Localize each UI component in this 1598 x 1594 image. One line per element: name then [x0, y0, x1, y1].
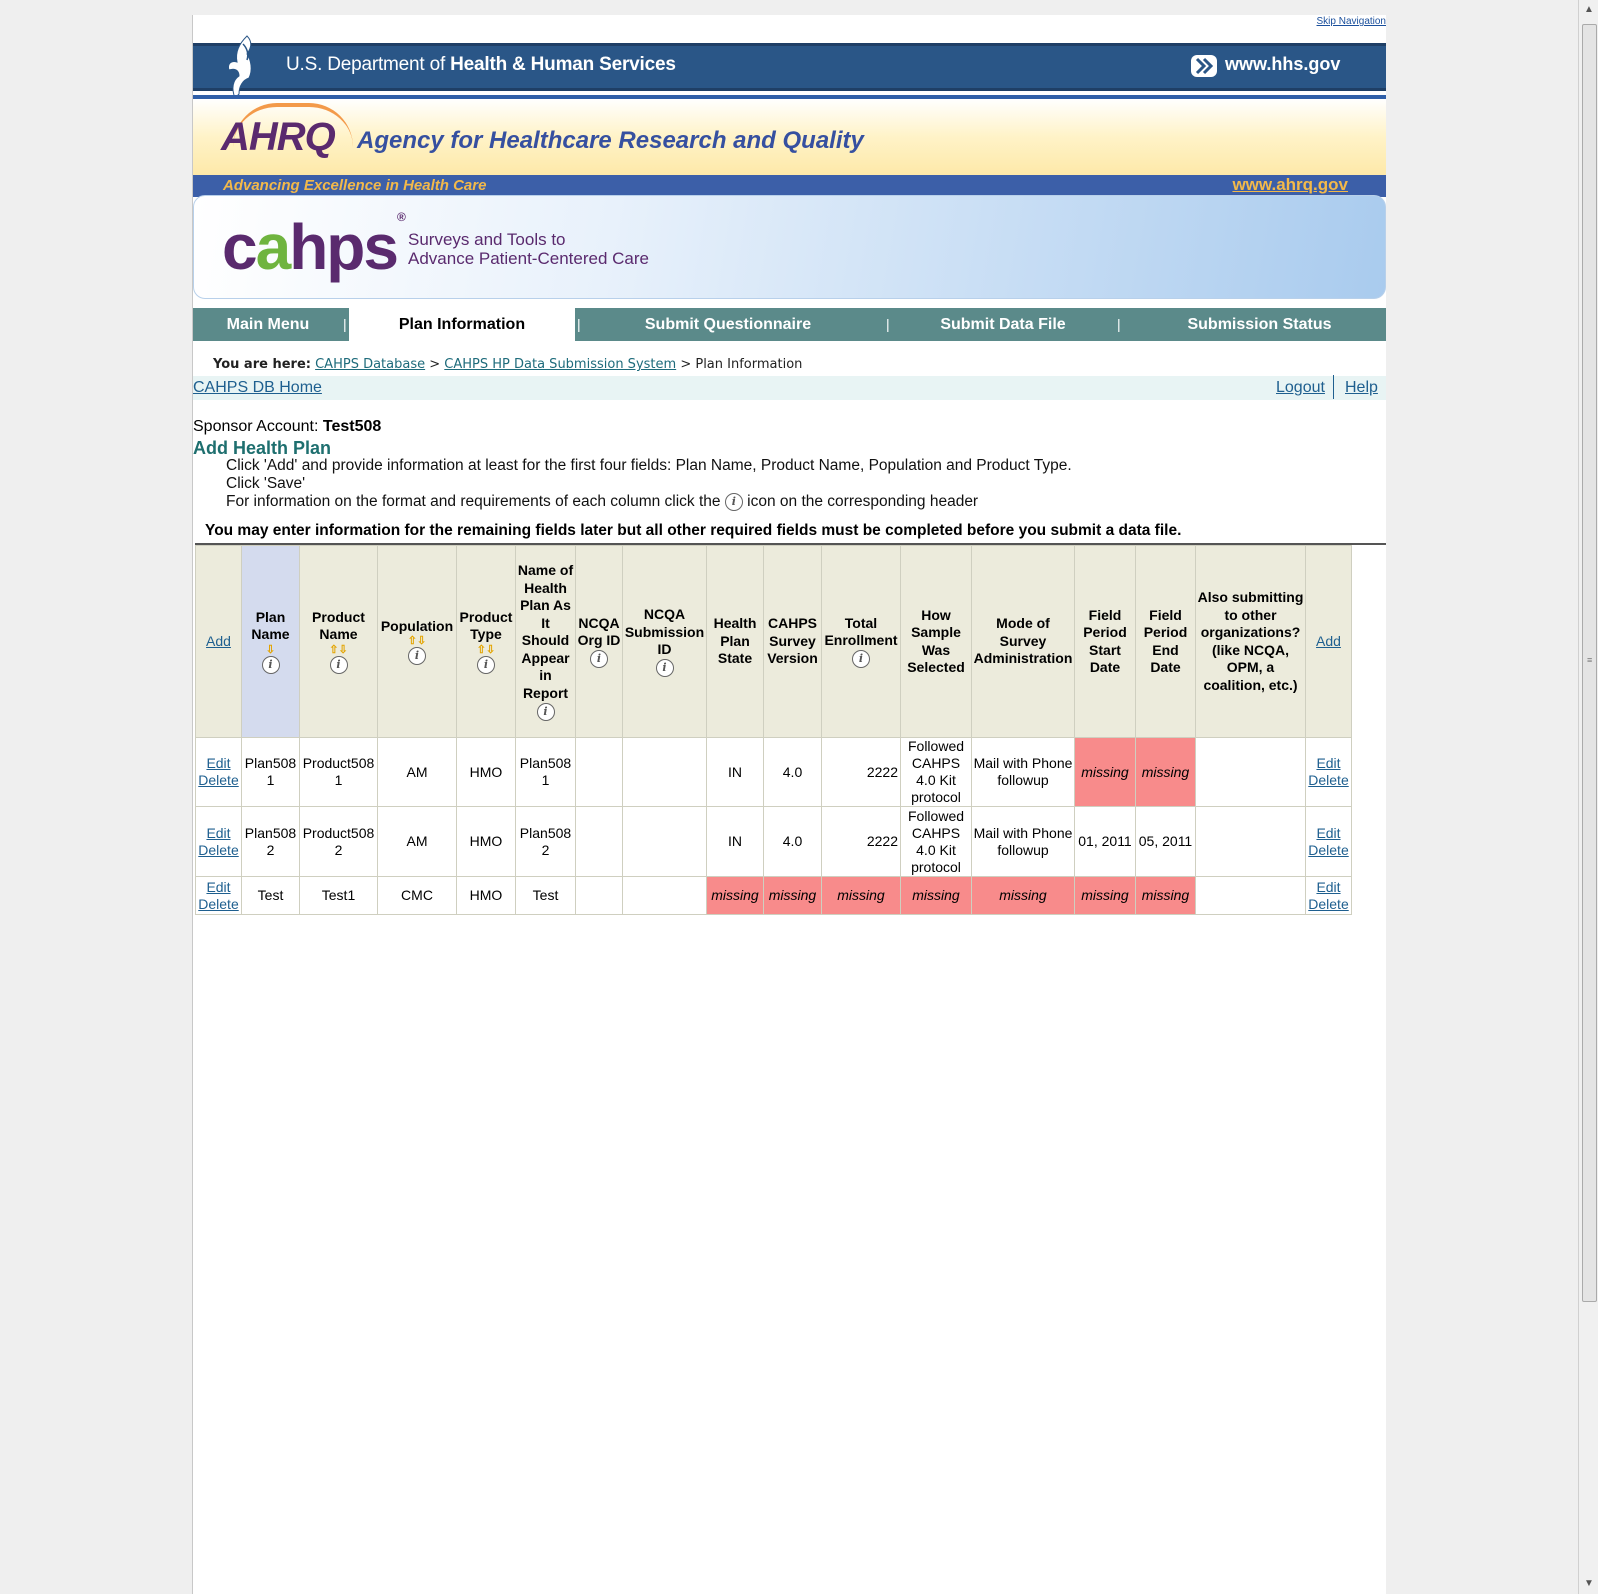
- section-title: Add Health Plan: [193, 438, 332, 458]
- cahps-db-home-link[interactable]: CAHPS DB Home: [193, 379, 322, 396]
- delete-link[interactable]: Delete: [198, 841, 239, 858]
- header-population[interactable]: Population ⇧⇩ i: [378, 546, 457, 738]
- hhs-title: U.S. Department of Health & Human Services: [286, 54, 676, 75]
- table-row: [196, 738, 1352, 807]
- cell-state: missing: [707, 877, 764, 915]
- cahps-banner: [193, 195, 1386, 299]
- cell-start-date: missing: [1075, 738, 1136, 807]
- nav-separator: |: [1117, 316, 1121, 332]
- cell-state: IN: [707, 807, 764, 877]
- vertical-scrollbar[interactable]: [1578, 0, 1598, 1594]
- sort-both-icon[interactable]: ⇧⇩: [329, 643, 348, 656]
- sort-both-icon[interactable]: ⇧⇩: [476, 643, 496, 656]
- delete-link[interactable]: Delete: [198, 895, 239, 912]
- cell-version: 4.0: [764, 807, 822, 877]
- sort-desc-icon[interactable]: ⇩: [265, 643, 276, 656]
- header-add: [196, 546, 242, 738]
- delete-link[interactable]: Delete: [1308, 841, 1349, 858]
- hhs-url-link[interactable]: www.hhs.gov: [1225, 54, 1341, 74]
- info-icon[interactable]: i: [537, 703, 555, 721]
- scrollbar-thumb[interactable]: [1582, 24, 1597, 1302]
- home-bar: [193, 376, 1386, 400]
- edit-link[interactable]: Edit: [206, 755, 231, 771]
- header-ncqa-org-id: NCQA Org ID i: [576, 546, 623, 738]
- cahps-tagline: Surveys and Tools to Advance Patient-Centered Care: [408, 230, 649, 268]
- scroll-down-arrow-icon[interactable]: ▼: [1584, 1578, 1594, 1589]
- cell-also-submitting: [1196, 807, 1306, 877]
- header-product-name[interactable]: Product Name ⇧⇩ i: [300, 546, 378, 738]
- cell-sample: Followed CAHPS 4.0 Kit protocol: [901, 738, 972, 807]
- header-add-right: [1306, 546, 1352, 738]
- nav-plan-information[interactable]: Plan Information: [349, 308, 575, 341]
- header-how-sample-selected: How Sample Was Selected: [901, 546, 972, 738]
- ahrq-logo: AHRQ: [221, 115, 335, 159]
- cell-product-type: HMO: [457, 877, 516, 915]
- nav-separator: |: [343, 316, 347, 332]
- cell-product-name: Test1: [300, 877, 378, 915]
- edit-link[interactable]: Edit: [206, 824, 231, 841]
- edit-link[interactable]: Edit: [1316, 755, 1341, 771]
- delete-link[interactable]: Delete: [1308, 895, 1349, 912]
- header-cahps-survey-version: CAHPS Survey Version: [764, 546, 822, 738]
- info-icon[interactable]: i: [262, 656, 280, 674]
- info-icon[interactable]: i: [330, 656, 348, 674]
- cahps-logo: cahps®: [222, 210, 404, 283]
- cell-version: 4.0: [764, 738, 822, 807]
- ahrq-tagline: Advancing Excellence in Health Care: [223, 177, 487, 194]
- breadcrumb-cahps-database[interactable]: CAHPS Database: [315, 357, 426, 372]
- cell-mode: Mail with Phone followup: [972, 738, 1075, 807]
- breadcrumb: You are here: CAHPS Database > CAHPS HP Data Submission System > Plan Information: [213, 357, 803, 372]
- cell-plan-name: Plan508 1: [242, 738, 300, 807]
- header-ncqa-submission-id: NCQA Submission ID i: [623, 546, 707, 738]
- cell-report-name: Plan508 2: [516, 807, 576, 877]
- breadcrumb-current: Plan Information: [695, 357, 803, 372]
- table-row: [196, 877, 1352, 915]
- cell-product-type: HMO: [457, 738, 516, 807]
- info-icon[interactable]: i: [590, 650, 608, 668]
- grip-icon: ≡: [1587, 655, 1593, 665]
- double-chevron-right-icon: [1191, 55, 1217, 77]
- cell-sample: missing: [901, 877, 972, 915]
- cell-start-date: 01, 2011: [1075, 807, 1136, 877]
- cell-also-submitting: [1196, 738, 1306, 807]
- ahrq-banner: [193, 95, 1386, 193]
- delete-link[interactable]: Delete: [1308, 772, 1349, 788]
- cell-also-submitting: [1196, 877, 1306, 915]
- header-health-plan-state: Health Plan State: [707, 546, 764, 738]
- nav-submit-questionnaire[interactable]: Submit Questionnaire: [644, 316, 812, 333]
- info-icon[interactable]: i: [408, 647, 426, 665]
- cell-mode: missing: [972, 877, 1075, 915]
- cell-product-name: Product508 2: [300, 807, 378, 877]
- skip-navigation-link[interactable]: Skip Navigation: [1316, 16, 1386, 27]
- header-product-type[interactable]: Product Type ⇧⇩ i: [457, 546, 516, 738]
- cell-end-date: missing: [1136, 877, 1196, 915]
- cell-ncqa-org-id: [576, 807, 623, 877]
- breadcrumb-hp-data-submission[interactable]: CAHPS HP Data Submission System: [444, 357, 677, 372]
- cell-plan-name: Test: [242, 877, 300, 915]
- cell-report-name: Test: [516, 877, 576, 915]
- cell-enrollment: missing: [822, 877, 901, 915]
- nav-main-menu[interactable]: Main Menu: [226, 316, 310, 333]
- info-icon[interactable]: i: [656, 659, 674, 677]
- header-total-enrollment: Total Enrollment i: [822, 546, 901, 738]
- sponsor-account: Sponsor Account: Test508: [193, 418, 382, 435]
- health-plan-table: [195, 545, 1352, 915]
- cell-population: AM: [378, 738, 457, 807]
- cell-ncqa-submission-id: [623, 807, 707, 877]
- cell-ncqa-submission-id: [623, 877, 707, 915]
- cell-product-name: Product508 1: [300, 738, 378, 807]
- warning-text: You may enter information for the remaining fields later but all other required fields must be completed before you submit a data file.: [205, 522, 1182, 539]
- instruction-line-1: Click 'Add' and provide information at least for the first four fields: Plan Name, Product Name, Population and Product Type.: [226, 457, 1072, 474]
- ahrq-agency-name: Agency for Healthcare Research and Quality: [357, 127, 864, 154]
- cell-ncqa-submission-id: [623, 738, 707, 807]
- scroll-up-arrow-icon[interactable]: ▲: [1584, 4, 1594, 15]
- info-icon: i: [725, 493, 743, 511]
- table-header-row: [196, 546, 1352, 738]
- cell-ncqa-org-id: [576, 877, 623, 915]
- header-mode-of-administration: Mode of Survey Administration: [972, 546, 1075, 738]
- nav-separator: |: [886, 316, 890, 332]
- info-icon[interactable]: i: [477, 656, 495, 674]
- logout-link[interactable]: Logout: [1276, 379, 1325, 396]
- edit-link[interactable]: Edit: [206, 878, 231, 895]
- nav-submit-data-file[interactable]: Submit Data File: [940, 316, 1066, 333]
- cell-end-date: 05, 2011: [1136, 807, 1196, 877]
- hhs-banner: [193, 43, 1386, 91]
- header-field-period-start: Field Period Start Date: [1075, 546, 1136, 738]
- divider: [1333, 375, 1334, 399]
- header-field-period-end: Field Period End Date: [1136, 546, 1196, 738]
- instruction-line-3: For information on the format and requirements of each column click the i icon on the corresponding header: [226, 493, 979, 511]
- cell-enrollment: 2222: [822, 807, 901, 877]
- cell-state: IN: [707, 738, 764, 807]
- header-report-name: Name of Health Plan As It Should Appear in Report i: [516, 546, 576, 738]
- add-link[interactable]: Add: [1316, 632, 1341, 649]
- main-nav: [193, 308, 1386, 341]
- cell-mode: Mail with Phone followup: [972, 807, 1075, 877]
- cell-population: AM: [378, 807, 457, 877]
- header-plan-name[interactable]: Plan Name ⇩ i: [242, 546, 300, 738]
- nav-submission-status[interactable]: Submission Status: [1187, 316, 1332, 333]
- cell-product-type: HMO: [457, 807, 516, 877]
- health-plan-table-wrapper: [195, 543, 1386, 915]
- cell-ncqa-org-id: [576, 738, 623, 807]
- page: [192, 15, 1386, 1594]
- header-also-submitting: Also submitting to other organizations? (like NCQA, OPM, a coalition, etc.): [1196, 546, 1306, 738]
- cell-enrollment: 2222: [822, 738, 901, 807]
- ahrq-url-link[interactable]: www.ahrq.gov: [1232, 175, 1348, 194]
- cell-end-date: missing: [1136, 738, 1196, 807]
- cell-version: missing: [764, 877, 822, 915]
- cell-start-date: missing: [1075, 877, 1136, 915]
- add-link[interactable]: Add: [206, 632, 231, 649]
- cell-plan-name: Plan508 2: [242, 807, 300, 877]
- info-icon[interactable]: i: [852, 650, 870, 668]
- edit-link[interactable]: Edit: [1316, 824, 1341, 841]
- cell-sample: Followed CAHPS 4.0 Kit protocol: [901, 807, 972, 877]
- delete-link[interactable]: Delete: [198, 772, 239, 788]
- instruction-line-2: Click 'Save': [226, 475, 306, 492]
- sort-both-icon[interactable]: ⇧⇩: [407, 635, 427, 648]
- edit-link[interactable]: Edit: [1316, 878, 1341, 895]
- nav-separator: |: [577, 316, 581, 332]
- cell-population: CMC: [378, 877, 457, 915]
- table-row: [196, 807, 1352, 877]
- help-link[interactable]: Help: [1345, 379, 1378, 396]
- cell-report-name: Plan508 1: [516, 738, 576, 807]
